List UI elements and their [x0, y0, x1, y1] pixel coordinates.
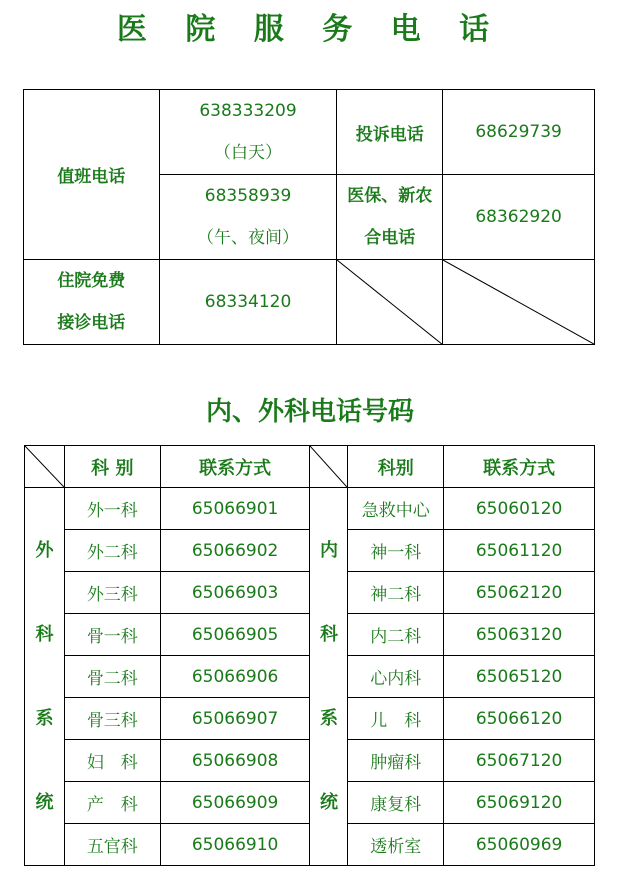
dept-phone-left: 65066902	[160, 530, 310, 572]
dept-phone-left: 65066901	[160, 488, 310, 530]
dept-name-left: 妇 科	[64, 740, 160, 782]
dept-name-left: 骨二科	[64, 656, 160, 698]
service-phone-table	[23, 89, 595, 345]
dept-phone-left: 65066907	[160, 698, 310, 740]
group-char: 统	[319, 791, 338, 813]
dept-phone-right: 65061120	[444, 530, 595, 572]
dept-name-right: 心内科	[348, 656, 444, 698]
dept-name-left: 产 科	[64, 782, 160, 824]
empty-diagonal-cell	[337, 260, 443, 345]
diagonal-line	[310, 446, 347, 487]
table-row	[25, 572, 595, 614]
header-phone-left: 联系方式	[160, 446, 310, 488]
header-phone-right: 联系方式	[444, 446, 595, 488]
group-char: 科	[319, 623, 338, 645]
page-title: 医 院 服 务 电 话	[116, 12, 504, 47]
dept-name-right: 肿瘤科	[348, 740, 444, 782]
internal-group-label	[310, 488, 348, 866]
dept-phone-left: 65066910	[160, 824, 310, 866]
duty-day-cell	[159, 90, 337, 175]
dept-name-right: 康复科	[348, 782, 444, 824]
dept-name-left: 外二科	[64, 530, 160, 572]
table-row	[25, 656, 595, 698]
duty-day-note: （白天）	[214, 143, 283, 163]
dept-phone-right: 65065120	[444, 656, 595, 698]
free-label-line2: 接诊电话	[57, 313, 126, 333]
header-diagonal-cell	[25, 446, 65, 488]
dept-name-left: 外三科	[64, 572, 160, 614]
duty-label: 值班电话	[24, 90, 160, 260]
diagonal-line	[443, 260, 594, 344]
dept-name-left: 骨一科	[64, 614, 160, 656]
dept-phone-right: 65062120	[444, 572, 595, 614]
table-row	[25, 530, 595, 572]
group-char: 外	[35, 539, 54, 561]
dept-name-left: 外一科	[64, 488, 160, 530]
duty-night-cell	[159, 175, 337, 260]
dept-name-right: 透析室	[348, 824, 444, 866]
group-char: 科	[35, 623, 54, 645]
duty-day-number: 638333209	[199, 101, 297, 121]
complaint-label: 投诉电话	[337, 90, 443, 175]
dept-name-right: 儿 科	[348, 698, 444, 740]
header-dept-right: 科别	[348, 446, 444, 488]
header-dept-left: 科 别	[64, 446, 160, 488]
empty-diagonal-cell	[443, 260, 595, 345]
group-char: 系	[35, 707, 54, 729]
complaint-number: 68629739	[443, 90, 595, 175]
dept-name-left: 五官科	[64, 824, 160, 866]
free-admission-label	[24, 260, 160, 345]
duty-night-number: 68358939	[204, 186, 292, 206]
diagonal-line	[337, 260, 442, 344]
group-char: 系	[319, 707, 338, 729]
insurance-label-line2: 合电话	[364, 228, 416, 248]
dept-phone-right: 65063120	[444, 614, 595, 656]
dept-phone-table	[24, 445, 595, 866]
insurance-label-line1: 医保、新农	[347, 186, 433, 206]
header-diagonal-cell	[310, 446, 348, 488]
dept-phone-right: 65069120	[444, 782, 595, 824]
dept-phone-right: 65066120	[444, 698, 595, 740]
group-char: 统	[35, 791, 54, 813]
dept-name-right: 急救中心	[348, 488, 444, 530]
table-row	[25, 740, 595, 782]
table-row	[25, 614, 595, 656]
dept-section-title: 内、外科电话号码	[205, 397, 414, 427]
surgery-group-label	[25, 488, 65, 866]
dept-name-right: 神二科	[348, 572, 444, 614]
table-row	[25, 698, 595, 740]
duty-night-note: （午、夜间）	[197, 228, 300, 248]
dept-phone-right: 65060120	[444, 488, 595, 530]
free-admission-number: 68334120	[159, 260, 337, 345]
dept-phone-left: 65066906	[160, 656, 310, 698]
table-row	[25, 488, 595, 530]
dept-phone-left: 65066905	[160, 614, 310, 656]
table-row	[25, 782, 595, 824]
dept-name-left: 骨三科	[64, 698, 160, 740]
dept-phone-left: 65066908	[160, 740, 310, 782]
insurance-label	[337, 175, 443, 260]
dept-name-right: 内二科	[348, 614, 444, 656]
dept-phone-left: 65066909	[160, 782, 310, 824]
dept-phone-left: 65066903	[160, 572, 310, 614]
group-char: 内	[319, 539, 338, 561]
dept-table-body	[25, 488, 595, 866]
free-label-line1: 住院免费	[57, 271, 126, 291]
dept-phone-right: 65067120	[444, 740, 595, 782]
insurance-number: 68362920	[443, 175, 595, 260]
diagonal-line	[25, 446, 64, 487]
dept-name-right: 神一科	[348, 530, 444, 572]
dept-phone-right: 65060969	[444, 824, 595, 866]
table-row	[25, 824, 595, 866]
